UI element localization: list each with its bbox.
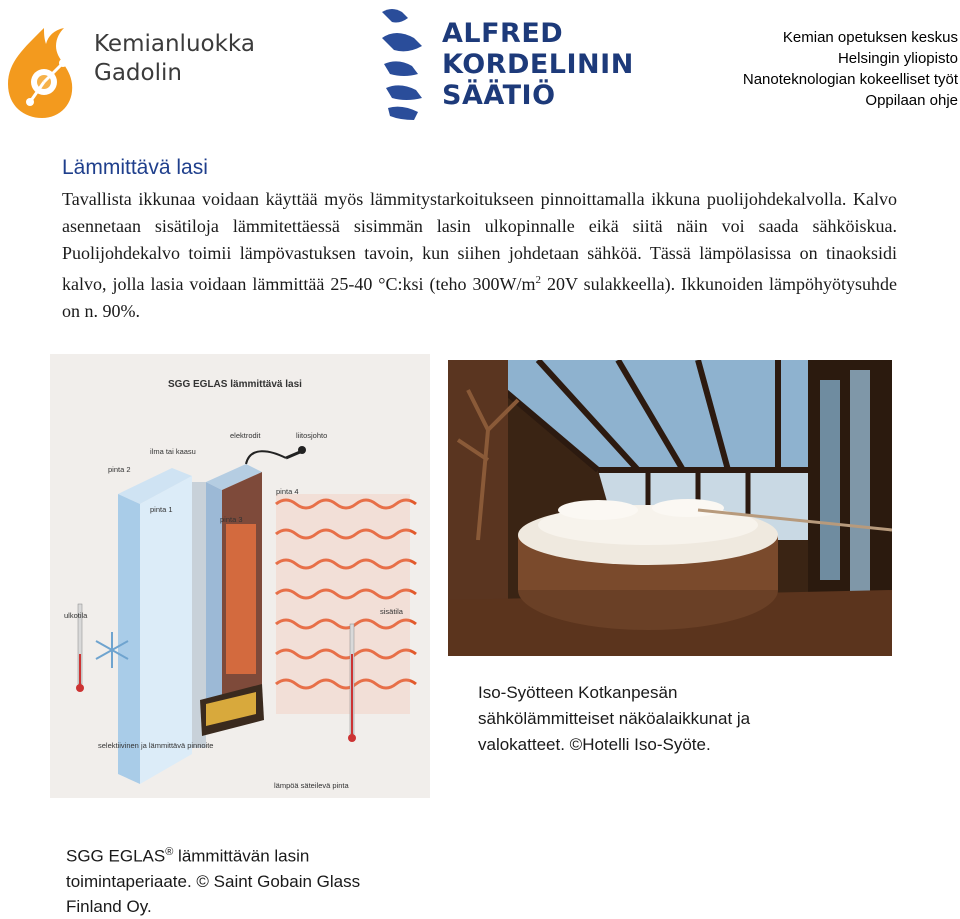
gadolin-line1: Kemianluokka xyxy=(94,31,255,57)
label-sisatila: sisätila xyxy=(380,607,403,616)
paragraph-sup: 2 xyxy=(535,274,541,286)
gadolin-line2: Gadolin xyxy=(94,60,182,86)
paragraph-part2: 20V sulakkeella). Ikkunoiden lämpöhyötysuhde on n. 90%. xyxy=(62,274,897,321)
photo-caption: Iso-Syötteen Kotkanpesän sähkölämmitteiset näköalaikkunat ja valokatteet. ©Hotelli Iso-Syöte. xyxy=(478,683,751,754)
section-title: Lämmittävä lasi xyxy=(62,156,208,179)
header-line2: Helsingin yliopisto xyxy=(837,50,958,67)
gadolin-flame-icon xyxy=(4,24,94,124)
caption-part2: lämmittävän lasin toimintaperiaate. © Saint Gobain Glass Finland Oy. xyxy=(66,846,361,916)
label-pinta4: pinta 4 xyxy=(276,487,299,496)
paragraph-part1: Tavallista ikkunaa voidaan käyttää myös lämmitystarkoitukseen pinnoittamalla ikkuna puolijohdekalvolla. Kalvo asennetaan sisätiloja lämmitettäessä sisimmän lasin ulkopinnalle eikä siitä näin voi saada sähköiskua. Puolijohdekalvo toimii lämpövastuksen tavoin, kun siihen johdetaan sähköä. Tässä lämpölasissa on tinaoksidi kalvo, jolla lasia voidaan lämmittää 25-40 °C:ksi (teho 300W/m xyxy=(62,189,897,294)
label-lampo: lämpöä säteilevä pinta xyxy=(274,781,349,790)
gadolin-wordmark xyxy=(94,30,255,88)
kordelin-line2: KORDELININ xyxy=(442,49,634,80)
label-liitosjohto: liitosjohto xyxy=(296,431,328,440)
diagram-caption xyxy=(66,840,406,919)
label-elektrodit: elektrodit xyxy=(230,431,261,440)
label-pinnoite: selektiivinen ja lämmittävä pinnoite xyxy=(98,741,214,750)
label-pinta2: pinta 2 xyxy=(108,465,131,474)
label-pinta3: pinta 3 xyxy=(220,515,243,524)
header-info xyxy=(743,27,958,111)
label-ilma: ilma tai kaasu xyxy=(150,447,196,456)
caption-part1: SGG EGLAS xyxy=(66,846,166,866)
header-line1: Kemian opetuksen keskus xyxy=(782,29,958,46)
eglas-diagram xyxy=(50,354,430,798)
kordelin-wordmark xyxy=(442,18,634,111)
kordelin-faces-icon xyxy=(378,4,438,122)
header-line4: Oppilaan ohje xyxy=(865,92,958,109)
label-pinta1: pinta 1 xyxy=(150,505,173,514)
label-ulkotila: ulkotila xyxy=(64,611,88,620)
diagram-title: SGG EGLAS lämmittävä lasi xyxy=(168,379,302,390)
kordelin-line3: SÄÄTIÖ xyxy=(442,80,556,111)
kordelin-line1: ALFRED xyxy=(442,18,564,49)
hotel-room-photo xyxy=(448,360,892,656)
header-line3: Nanoteknologian kokeelliset työt xyxy=(742,71,958,88)
caption-sup: ® xyxy=(165,846,174,858)
body-paragraph xyxy=(62,186,897,325)
